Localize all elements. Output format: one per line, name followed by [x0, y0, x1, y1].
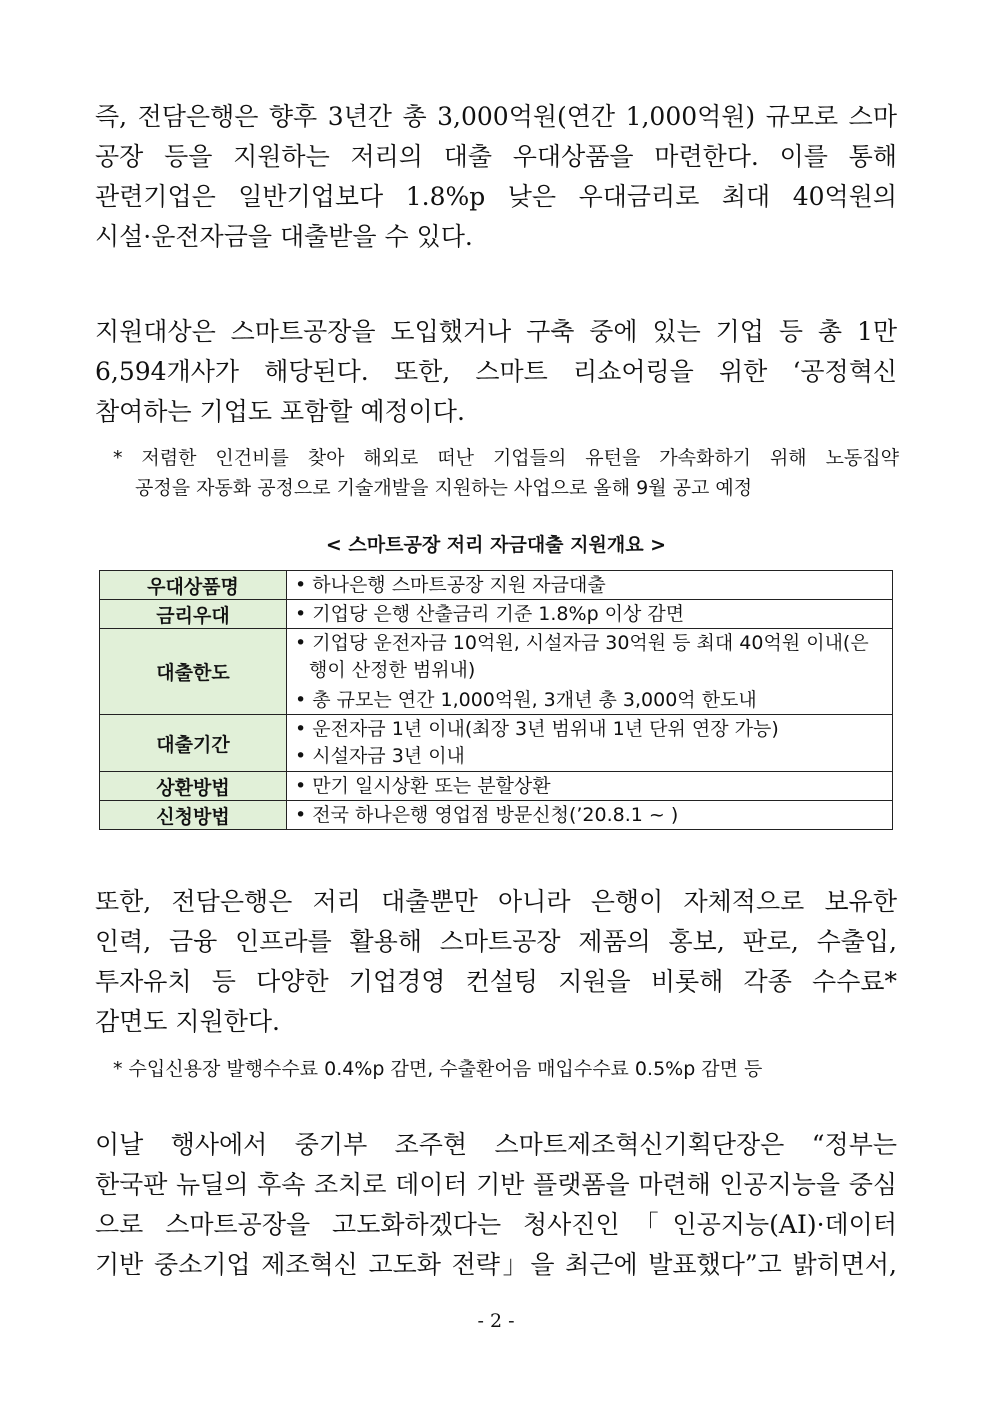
text-line: 지원대상은 스마트공장을 도입했거나 구축 중에 있는 기업 등 총 1만 [95, 317, 897, 346]
row-header: 대출한도 [100, 629, 287, 715]
bullet-item: • 기업당 운전자금 10억원, 시설자금 30억원 등 최대 40억원 이내(은행이 산정한 범위내) [295, 631, 869, 681]
text-line: 이날 행사에서 중기부 조주현 스마트제조혁신기획단장은 “정부는 [95, 1130, 897, 1159]
row-header: 금리우대 [100, 600, 287, 629]
row-header: 상환방법 [100, 772, 287, 801]
bullet-item: • 전국 하나은행 영업점 방문신청(’20.8.1 ~ ) [295, 803, 679, 826]
row-content [287, 600, 893, 629]
text-line: 또한, 전담은행은 저리 대출뿐만 아니라 은행이 자체적으로 보유한 [95, 887, 897, 916]
table-row [100, 571, 893, 600]
text-line: 으로 스마트공장을 고도화하겠다는 청사진인「인공지능(AI)·데이터 [95, 1210, 897, 1239]
row-content [287, 715, 893, 772]
paragraph-eligibility [95, 312, 897, 432]
table-row [100, 715, 893, 772]
page-number: - 2 - [477, 1310, 515, 1332]
text-line: 인력, 금융 인프라를 활용해 스마트공장 제품의 홍보, 판로, 수출입, [95, 927, 897, 956]
loan-overview-table [99, 570, 893, 830]
table-row [100, 600, 893, 629]
note-line: * 수입신용장 발행수수료 0.4%p 감면, 수출환어음 매입수수료 0.5%p 감면 등 [113, 1058, 763, 1080]
text-line: 관련기업은 일반기업보다 1.8%p 낮은 우대금리로 최대 40억원의 [95, 182, 897, 211]
bullet-item: • 하나은행 스마트공장 지원 자금대출 [295, 573, 606, 596]
note-line: * 저렴한 인건비를 찾아 해외로 떠난 기업들의 유턴을 가속화하기 위해 노동집약 [113, 447, 899, 469]
row-content [287, 772, 893, 801]
bullet-item: • 총 규모는 연간 1,000억원, 3개년 총 3,000억 한도내 [295, 688, 757, 711]
footnote-fee-reduction [113, 1054, 899, 1084]
text-line: 기반 중소기업 제조혁신 고도화 전략」을 최근에 발표했다”고 밝히면서, [95, 1250, 897, 1279]
bullet-item: • 시설자금 3년 이내 [295, 745, 465, 767]
row-content [287, 801, 893, 830]
row-content [287, 629, 893, 715]
row-header: 우대상품명 [100, 571, 287, 600]
bullet-item: • 운전자금 1년 이내(최장 3년 범위내 1년 단위 연장 가능) [295, 718, 779, 740]
table-caption: < 스마트공장 저리 자금대출 지원개요 > [325, 534, 667, 556]
note-line: 공정을 자동화 공정으로 기술개발을 지원하는 사업으로 올해 9월 공고 예정 [135, 477, 753, 499]
paragraph-financing [95, 97, 897, 257]
table-row [100, 629, 893, 715]
text-line: 한국판 뉴딜의 후속 조치로 데이터 기반 플랫폼을 마련해 인공지능을 중심 [95, 1170, 897, 1199]
footnote-process-innovation [113, 443, 899, 503]
row-content [287, 571, 893, 600]
table-row [100, 801, 893, 830]
bullet-item: • 기업당 은행 산출금리 기준 1.8%p 이상 감면 [295, 602, 685, 625]
paragraph-consulting [95, 882, 897, 1042]
text-line: 참여하는 기업도 포함할 예정이다. [95, 397, 465, 426]
bullet-item: • 만기 일시상환 또는 분할상환 [295, 774, 551, 797]
row-header: 대출기간 [100, 715, 287, 772]
paragraph-remarks [95, 1125, 897, 1285]
row-header: 신청방법 [100, 801, 287, 830]
text-line: 시설·운전자금을 대출받을 수 있다. [95, 222, 473, 251]
text-line: 공장 등을 지원하는 저리의 대출 우대상품을 마련한다. 이를 통해 [95, 142, 897, 171]
text-line: 즉, 전담은행은 향후 3년간 총 3,000억원(연간 1,000억원) 규모로 스마 [95, 102, 897, 131]
text-line: 투자유치 등 다양한 기업경영 컨설팅 지원을 비롯해 각종 수수료* [95, 967, 897, 996]
text-line: 감면도 지원한다. [95, 1007, 280, 1036]
text-line: 6,594개사가 해당된다. 또한, 스마트 리쇼어링을 위한 ‘공정혁신 [95, 357, 897, 386]
table-row [100, 772, 893, 801]
